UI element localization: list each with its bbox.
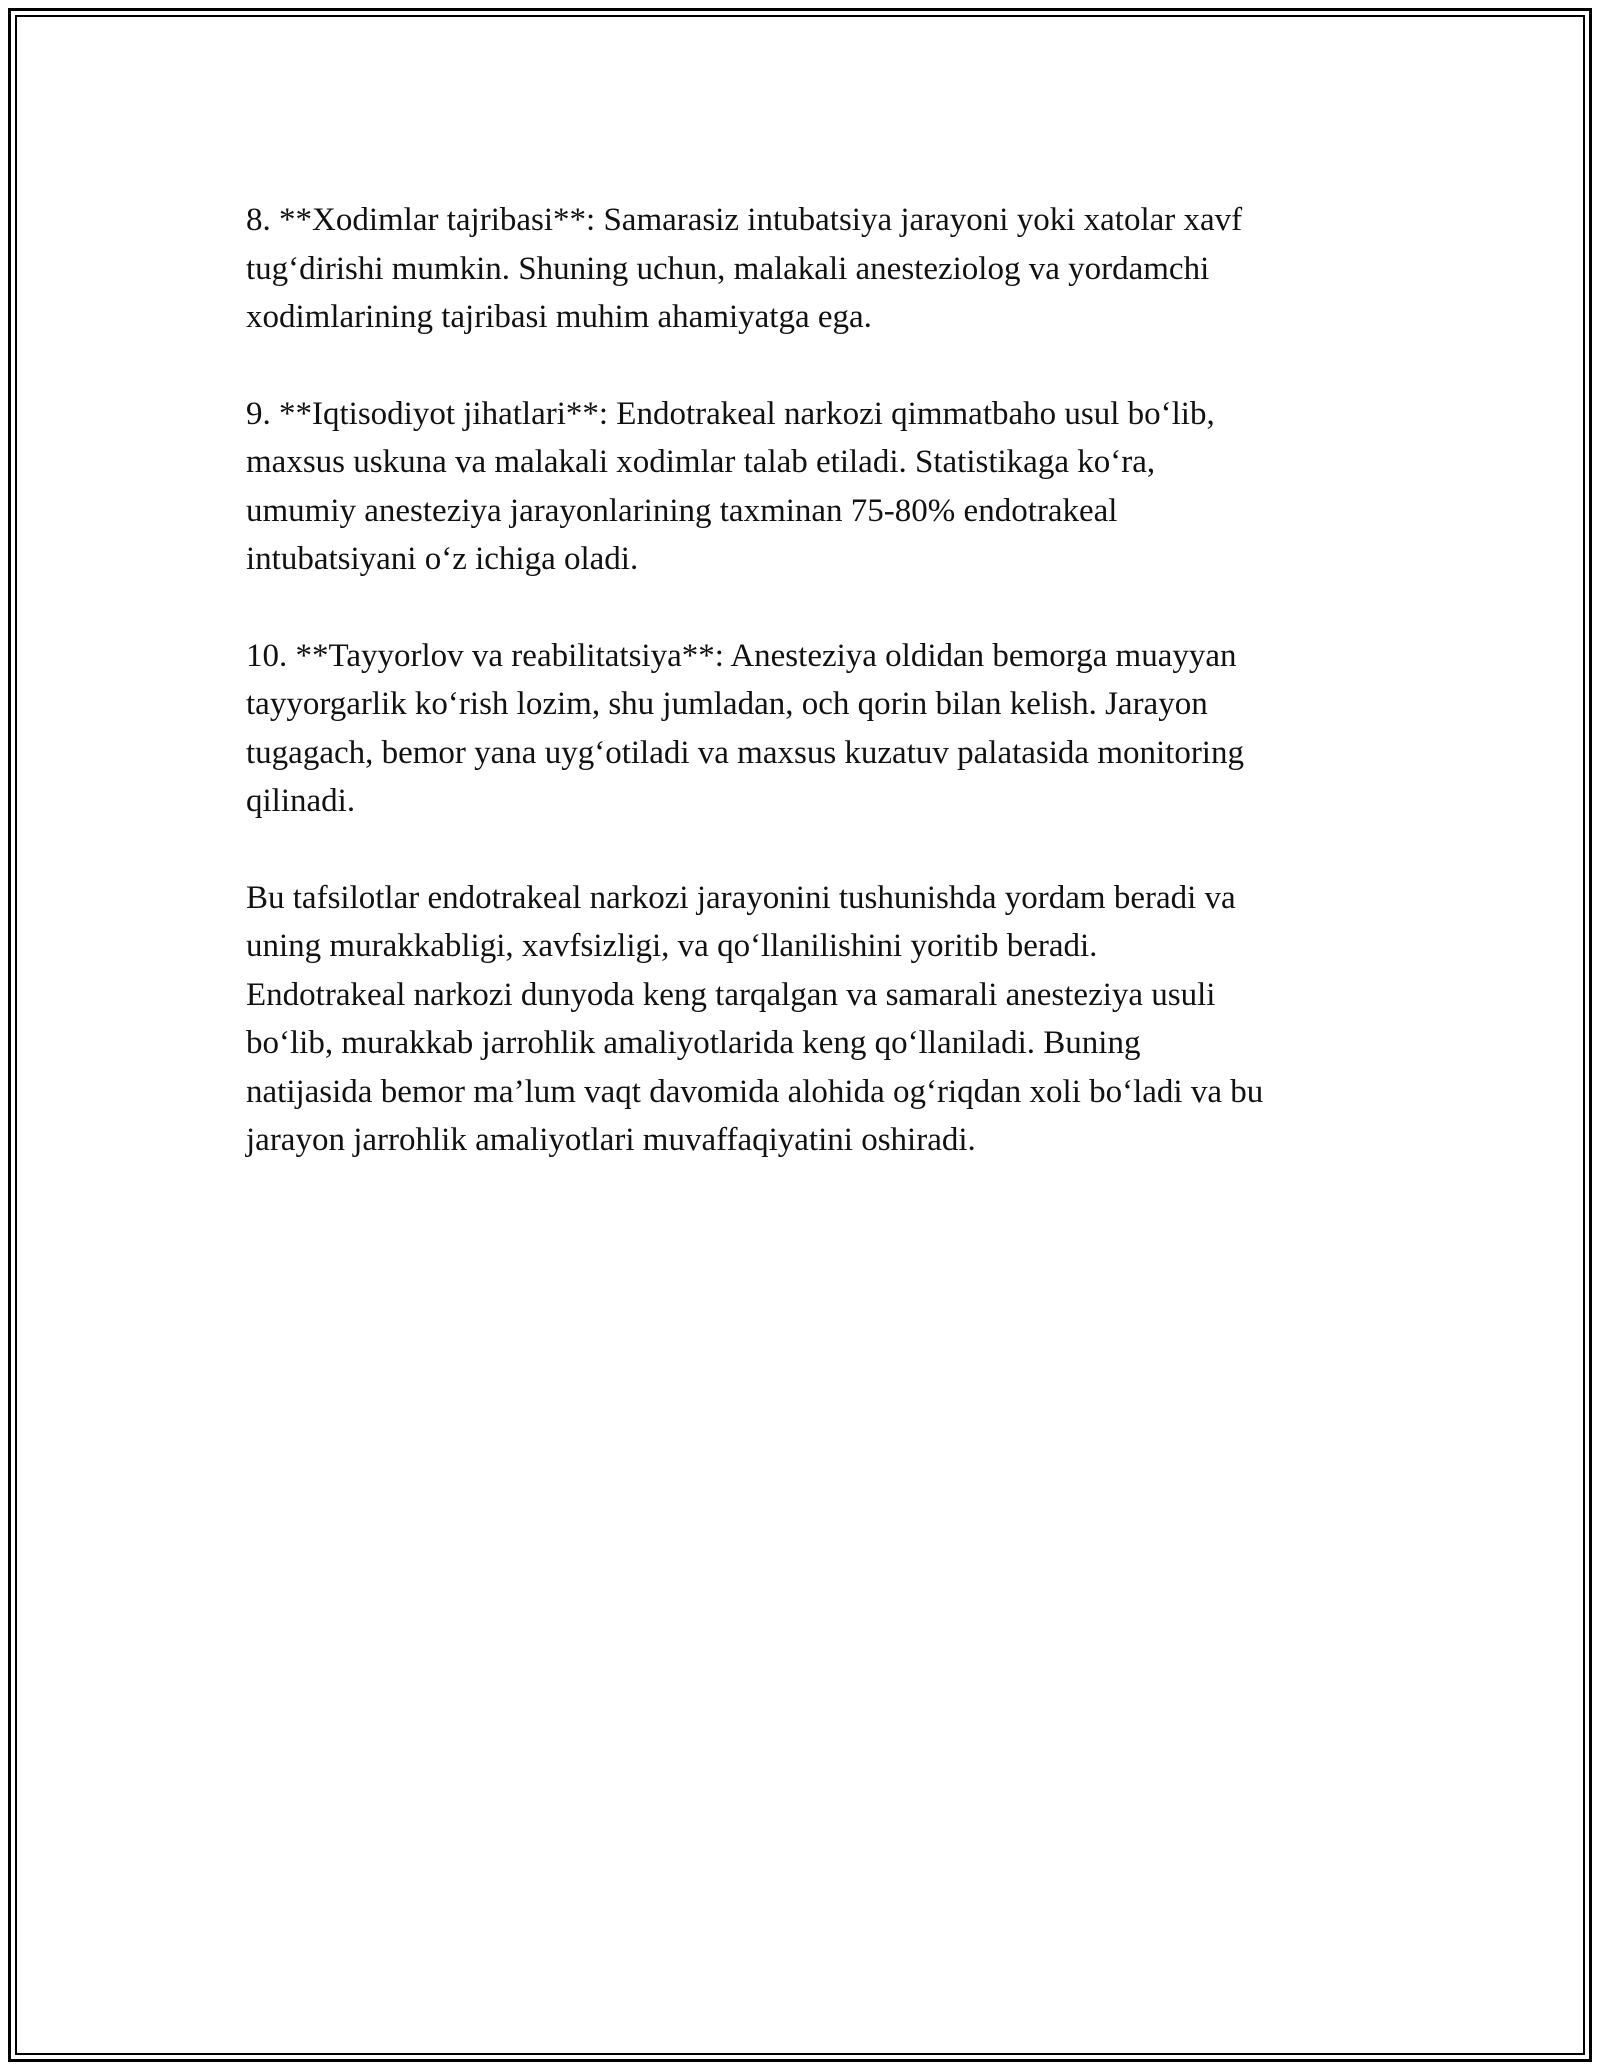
- page-border: [8, 8, 1592, 2062]
- document-body: [246, 196, 1386, 1213]
- paragraph-preparation-rehabilitation: 10. **Tayyorlov va reabilitatsiya**: Anesteziya oldidan bemorga muayyan tayyorgarlik ko‘rish lozim, shu jumladan, och qorin bilan kelish. Jarayon tugagach, bemor yana uyg‘otiladi va maxsus kuzatuv palatasida monitoring qilinadi.: [246, 637, 1244, 819]
- paragraph-economic-aspects: 9. **Iqtisodiyot jihatlari**: Endotrakeal narkozi qimmatbaho usul bo‘lib, maxsus uskuna va malakali xodimlar talab etiladi. Statistikaga ko‘ra, umumiy anesteziya jarayonlarining taxminan 75-80% endotrakeal intubatsiyani o‘z ichiga oladi.: [246, 395, 1215, 577]
- paragraph-conclusion: Bu tafsilotlar endotrakeal narkozi jarayonini tushunishda yordam beradi va uning murakkabligi, xavfsizligi, va qo‘llanilishini yoritib beradi. Endotrakeal narkozi dunyoda keng tarqalgan va samarali anesteziya usuli bo‘lib, murakkab jarrohlik amaliyotlarida keng qo‘llaniladi. Buning natijasida bemor ma’lum vaqt davomida alohida og‘riqdan xoli bo‘ladi va bu jarayon jarrohlik amaliyotlari muvaffaqiyatini oshiradi.: [246, 879, 1264, 1158]
- paragraph-staff-experience: 8. **Xodimlar tajribasi**: Samarasiz intubatsiya jarayoni yoki xatolar xavf tug‘dirishi mumkin. Shuning uchun, malakali anesteziolog va yordamchi xodimlarining tajribasi muhim ahamiyatga ega.: [246, 202, 1243, 335]
